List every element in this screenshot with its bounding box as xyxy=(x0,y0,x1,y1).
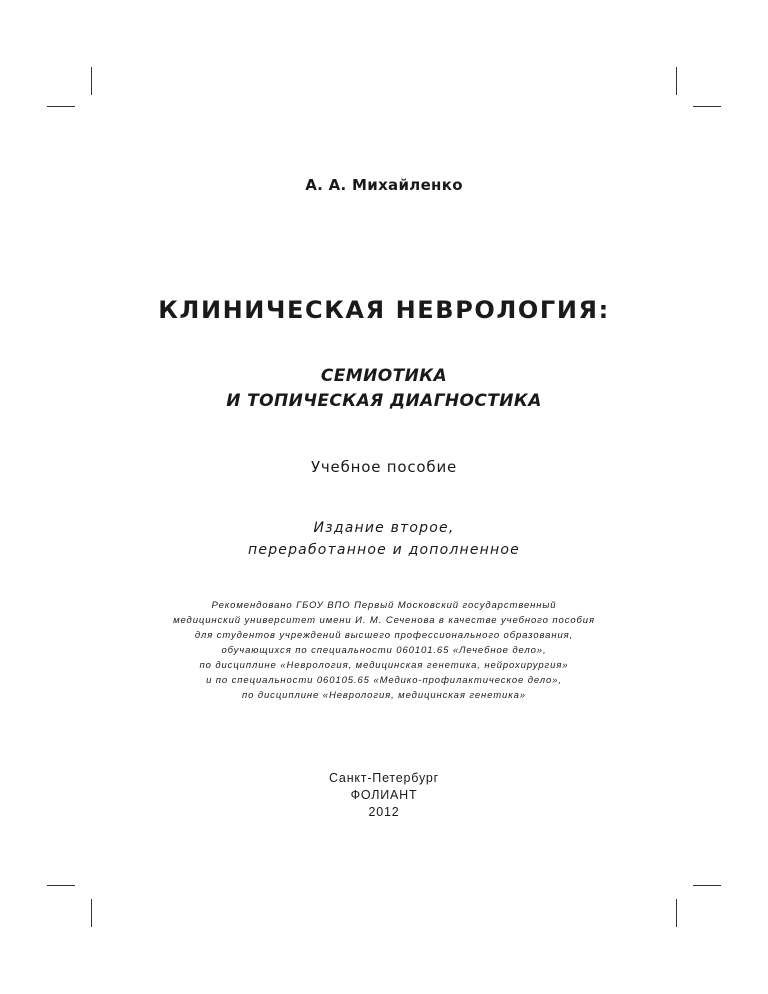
imprint-publisher: ФОЛИАНТ xyxy=(350,788,418,802)
crop-mark-top-left-vertical xyxy=(91,67,92,95)
recommendation-line: обучающихся по специальности 060101.65 «Лечебное дело», xyxy=(221,645,547,656)
crop-mark-bottom-left-vertical xyxy=(91,899,92,927)
imprint xyxy=(0,770,768,821)
recommendation-line: и по специальности 060105.65 «Медико-профилактическое дело», xyxy=(206,675,562,686)
edition-line-2: переработанное и дополненное xyxy=(248,542,520,558)
book-title: КЛИНИЧЕСКАЯ НЕВРОЛОГИЯ: xyxy=(158,296,610,324)
edition-note xyxy=(0,517,768,561)
crop-mark-bottom-right-vertical xyxy=(676,899,677,927)
crop-mark-top-left-horizontal xyxy=(47,106,75,107)
crop-mark-top-right-vertical xyxy=(676,67,677,95)
author-name: А. А. Михайленко xyxy=(305,176,463,194)
imprint-year: 2012 xyxy=(368,805,400,819)
recommendation-line: по дисциплине «Неврология, медицинская генетика» xyxy=(242,690,526,701)
publication-kind: Учебное пособие xyxy=(310,458,458,476)
crop-mark-bottom-left-horizontal xyxy=(47,885,75,886)
subtitle-line-2: И ТОПИЧЕСКАЯ ДИАГНОСТИКА xyxy=(226,391,542,411)
crop-mark-top-right-horizontal xyxy=(693,106,721,107)
recommendation-line: по дисциплине «Неврология, медицинская генетика, нейрохирургия» xyxy=(199,660,569,671)
recommendation-line: для студентов учреждений высшего профессионального образования, xyxy=(194,630,574,641)
crop-mark-bottom-right-horizontal xyxy=(693,885,721,886)
recommendation-line: Рекомендовано ГБОУ ВПО Первый Московский государственный xyxy=(211,600,557,611)
edition-line-1: Издание второе, xyxy=(313,520,455,536)
recommendation-text xyxy=(0,598,768,703)
book-subtitle xyxy=(0,364,768,414)
imprint-city: Санкт-Петербург xyxy=(328,771,440,785)
recommendation-line: медицинский университет имени И. М. Сеченова в качестве учебного пособия xyxy=(173,615,595,626)
subtitle-line-1: СЕМИОТИКА xyxy=(320,366,448,386)
